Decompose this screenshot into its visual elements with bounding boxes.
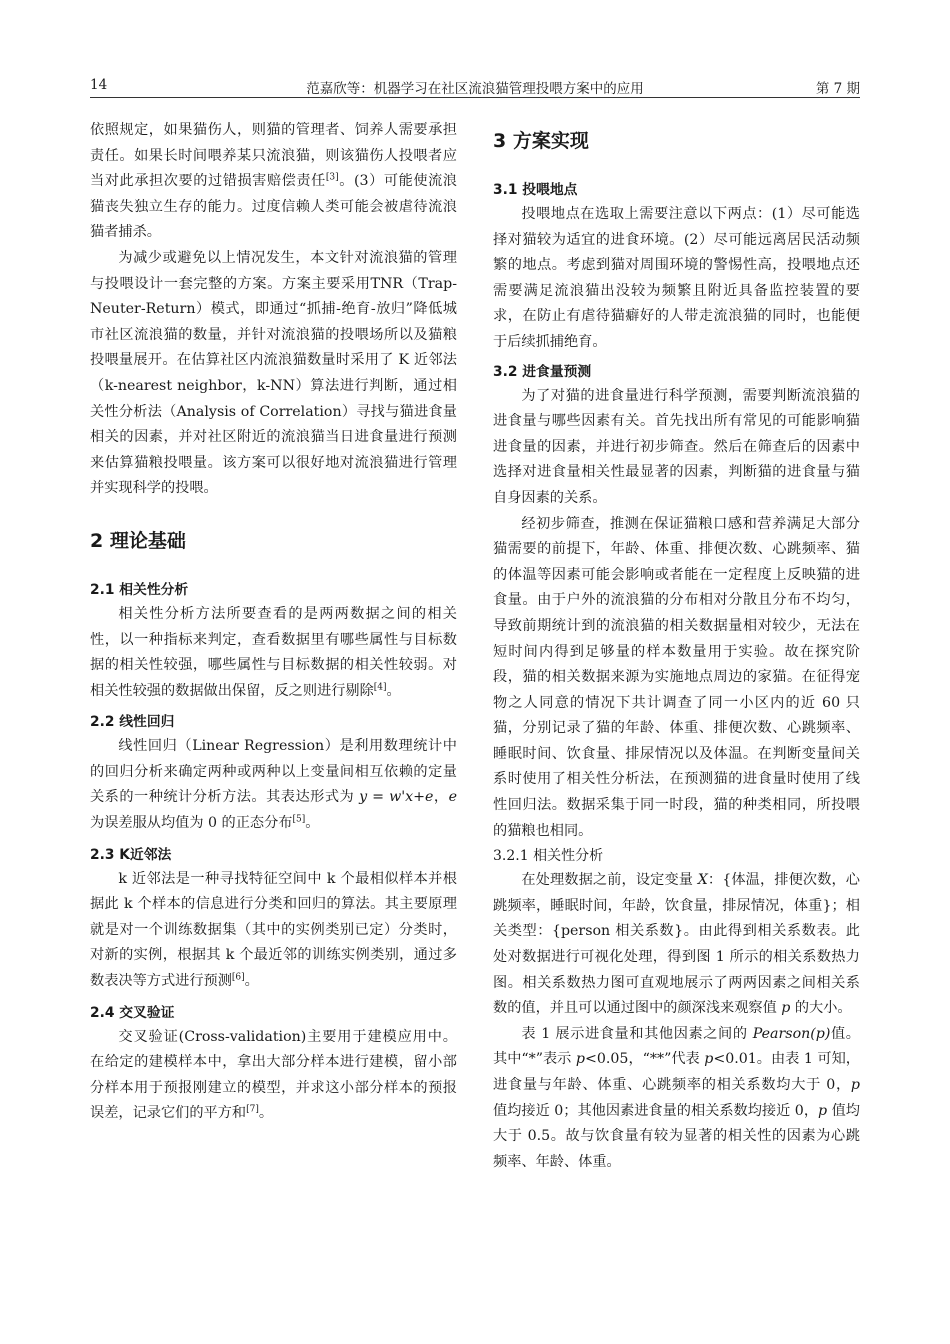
citation: [6] xyxy=(231,972,245,983)
running-title: 范嘉欣等：机器学习在社区流浪猫管理投喂方案中的应用 xyxy=(306,81,644,97)
section-3-2-para-1: 为了对猫的进食量进行科学预测，需要判断流浪猫的进食量与哪些因素有关。首先找出所有常见的可能影响猫进食量的因素，并进行初步筛查。然后在筛查后的因素中选择对进食量相关性最显著的因素，判断猫的进食量与猫自身因素的关系。 xyxy=(493,387,860,506)
section-2-heading: 2 理论基础 xyxy=(90,529,186,552)
citation: [4] xyxy=(373,681,387,692)
section-3-2-heading: 3.2 进食量预测 xyxy=(493,363,592,380)
section-3-1-heading: 3.1 投喂地点 xyxy=(493,182,578,198)
section-2-2-body: 线性回归（Linear Regression）是利用数理统计中的回归分析来确定两种或两种以上变量间相互依赖的定量关系的一种统计分析方法。其表达形式为 y = w'x+e，e 为误差服从均值为 0 的正态分布[5]。 xyxy=(90,738,457,832)
section-2-4-heading: 2.4 交叉验证 xyxy=(90,1004,175,1021)
paragraph-continued: 依照规定，如果猫伤人，则猫的管理者、饲养人需要承担责任。如果长时间喂养某只流浪猫，则该猫伤人投喂者应当对此承担次要的过错损害赔偿责任[3]。(3）可能使流浪猫丧失独立生存的能力。过度信赖人类可能会被虐待流浪猫者捕杀。 xyxy=(90,122,457,241)
section-2-1-heading: 2.1 相关性分析 xyxy=(90,581,189,598)
section-2-3-heading: 2.3 K近邻法 xyxy=(90,846,172,863)
regression-formula: y = w'x+e xyxy=(359,789,434,806)
running-header xyxy=(90,75,860,98)
section-3-heading: 3 方案实现 xyxy=(493,130,589,152)
section-3-2-1-para-1: 在处理数据之前，设定变量 X：{体温，排便次数，心跳频率，睡眠时间，年龄，饮食量，排尿情况，体重}；相关类型：{person 相关系数}。由此得到相关系数表。此处对数据进行可视化处理，得到图 1 所示的相关系数热力图。相关系数热力图可直观地展示了两两因素之间相关系数的值，并且可以通过图中的颜深浅来观察值 p 的大小。 xyxy=(493,872,860,1017)
issue-number: 第 7 期 xyxy=(815,81,860,97)
left-column xyxy=(90,118,457,1127)
section-3-1-body: 投喂地点在选取上需要注意以下两点：(1）尽可能选择对猫较为适宜的进食环境。(2）尽可能远离居民活动频繁的地点。考虑到猫对周围环境的警惕性高，投喂地点还需要满足流浪猫出没较为频繁且附近具备监控装置的要求，在防止有虐待猫癖好的人带走流浪猫的同时，也能便于后续抓捕绝育。 xyxy=(493,206,860,350)
right-column xyxy=(493,118,860,1175)
section-3-2-para-2: 经初步筛查，推测在保证猫粮口感和营养满足大部分猫需要的前提下，年龄、体重、排便次数、心跳频率、猫的体温等因素可能会影响或者能在一定程度上反映猫的进食量。由于户外的流浪猫的分布相对分散且分布不均匀，导致前期统计到的流浪猫的相关数据量相对较少，无法在短时间内得到足够量的样本数量用于实验。故在探究阶段，猫的相关数据来源为实施地点周边的家猫。在征得宠物之人同意的情况下共计调查了同一小区内的近 60 只猫，分别记录了猫的年龄、体重、排便次数、心跳频率、睡眠时间、饮食量、排尿情况以及体温。在判断变量间关系时使用了相关性分析法，在预测猫的进食量时使用了线性回归法。数据采集于同一时段，猫的种类相同，所投喂的猫粮也相同。 xyxy=(493,515,860,839)
section-2-1-body: 相关性分析方法所要查看的是两两数据之间的相关性，以一种指标来判定，查看数据里有哪些属性与目标数据的相关性较强，哪些属性与目标数据的相关性较弱。对相关性较强的数据做出保留，反之则进行剔除[4]。 xyxy=(90,605,457,699)
citation: [5] xyxy=(292,814,306,825)
section-2-4-body: 交叉验证(Cross-validation)主要用于建模应用中。在给定的建模样本中，拿出大部分样本进行建模，留小部分样本用于预报刚建立的模型，并求这小部分样本的预报误差，记录它们的平方和[7]。 xyxy=(90,1028,457,1122)
section-2-2-heading: 2.2 线性回归 xyxy=(90,714,175,731)
section-2-3-body: k 近邻法是一种寻找特征空间中 k 个最相似样本并根据此 k 个样本的信息进行分类和回归的算法。其主要原理就是对一个训练数据集（其中的实例类别已定）分类时，对新的实例，根据其 k 个最近邻的训练实例类别，通过多数表决等方式进行预测[6]。 xyxy=(90,870,457,990)
citation: [7] xyxy=(246,1104,259,1115)
page-number: 14 xyxy=(90,77,108,93)
section-3-2-1-heading: 3.2.1 相关性分析 xyxy=(493,848,604,865)
section-3-2-1-para-2: 表 1 展示进食量和其他因素之间的 Pearson(p)值。其中“*”表示 p<0.05，“**”代表 p<0.01。由表 1 可知，进食量与年龄、体重、心跳频率的相关系数均大于 0，p 值均接近 0；其他因素进食量的相关系数均接近 0，p 值均大于 0.5。故与饮食量有较为显著的相关性的因素为心跳频率、年龄、体重。 xyxy=(493,1025,860,1170)
paragraph-intro: 为减少或避免以上情况发生，本文针对流浪猫的管理与投喂设计一套完整的方案。方案主要采用TNR（Trap-Neuter-Return）模式，即通过“抓捕-绝育-放归”降低城市社区流浪猫的数量，并针对流浪猫的投喂场所以及猫粮投喂量展开。在估算社区内流浪猫数量时采用了 K 近邻法（k-nearest neighbor，k-NN）算法进行判断，通过相关性分析法（Analysis of Correlation）寻找与猫进食量相关的因素，并对社区附近的流浪猫当日进食量进行预测来估算猫粮投喂量。该方案可以很好地对流浪猫进行管理并实现科学的投喂。 xyxy=(90,249,457,497)
citation: [3] xyxy=(325,172,339,183)
